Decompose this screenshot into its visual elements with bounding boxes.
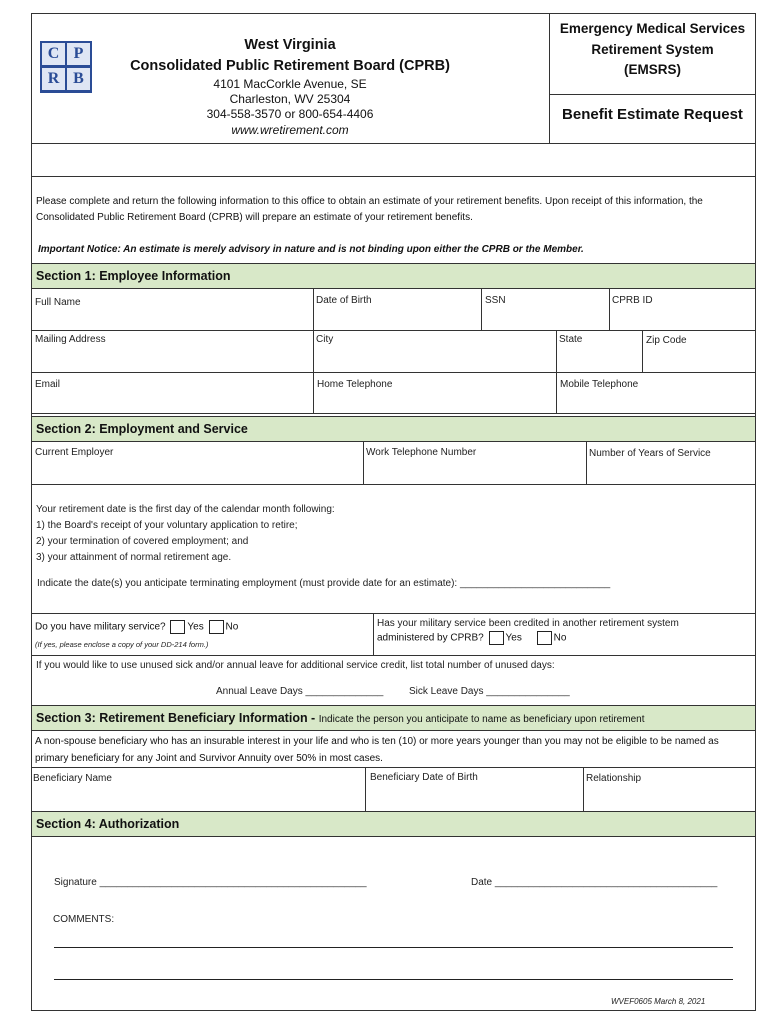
system-name-line2: Retirement System [591, 42, 714, 57]
email-field[interactable]: Email [35, 379, 61, 390]
relationship-field[interactable]: Relationship [586, 773, 642, 784]
system-name-line1: Emergency Medical Services [559, 21, 746, 36]
credited-no-label: No [553, 632, 567, 644]
section2-header: Section 2: Employment and Service [31, 416, 756, 442]
intro-text: Please complete and return the following information to this office to obtain an estimate of your retirement benefits. Upon receipt of this information, the Consolidated Public Retirement Board (CPRB) will prepare an estimate of your retirement benefits. [36, 196, 703, 223]
form-title: Benefit Estimate Request [562, 106, 743, 123]
zip-field[interactable]: Zip Code [646, 335, 687, 346]
s2-mil-bottom [31, 655, 756, 656]
credited-no-checkbox[interactable] [537, 631, 552, 645]
terminate-date-field[interactable]: Indicate the date(s) you anticipate terminating employment (must provide date for an estimate): ___________________________ [37, 578, 611, 589]
mobile-phone-field[interactable]: Mobile Telephone [560, 379, 639, 390]
ssn-field[interactable]: SSN [485, 295, 506, 306]
logo-letter-r: R [42, 68, 65, 90]
section4-header: Section 4: Authorization [31, 811, 756, 837]
beneficiary-note: A non-spouse beneficiary who has an insurable interest in your life and who is ten (10) or more years younger than you may not be eligible to be named as primary beneficiary for any Joint and Survivor Annuity over 50% in most cases. [35, 736, 719, 764]
city-field[interactable]: City [316, 334, 334, 345]
s1-div-c [609, 289, 610, 330]
signature-field[interactable]: Signature ________________________________________________ [54, 877, 367, 888]
military-no-checkbox[interactable] [209, 620, 224, 634]
credited-question-1: Has your military service been credited in another retirement system [377, 618, 679, 629]
military-question-text: Do you have military service? [35, 621, 166, 633]
credited-question-text: administered by CPRB? [377, 632, 484, 644]
cprb-id-field[interactable]: CPRB ID [612, 295, 653, 306]
org-name: Consolidated Public Retirement Board (CPRB) [130, 58, 450, 74]
state-field[interactable]: State [559, 334, 583, 345]
form-id: WVEF0605 March 8, 2021 [611, 997, 706, 1006]
system-name-line3: (EMSRS) [624, 62, 681, 77]
retire-item-2: 2) your termination of covered employment; and [36, 536, 249, 547]
org-address1: 4101 MacCorkle Avenue, SE [213, 77, 367, 91]
date-field[interactable]: Date ________________________________________ [471, 877, 718, 888]
logo-letter-p: P [67, 43, 90, 65]
sick-leave-field[interactable]: Sick Leave Days _______________ [409, 686, 570, 697]
military-note: (If yes, please enclose a copy of your DD-214 form.) [35, 640, 209, 649]
important-notice: Important Notice: An estimate is merely advisory in nature and is not binding upon either the CPRB or the Member. [38, 244, 584, 255]
blank-band-bottom [31, 176, 756, 177]
unused-leave-text: If you would like to use unused sick and/or annual leave for additional service credit, list total number of unused days: [36, 660, 555, 671]
header-bottom-line [31, 143, 756, 144]
comments-line-2[interactable] [54, 979, 733, 980]
org-address2: Charleston, WV 25304 [229, 92, 351, 106]
s3-row-top [31, 767, 756, 768]
section3-subtitle: Indicate the person you anticipate to name as beneficiary upon retirement [318, 714, 645, 725]
credited-question-2 [377, 631, 566, 645]
section1-header: Section 1: Employee Information [31, 263, 756, 289]
current-employer-field[interactable]: Current Employer [35, 447, 114, 458]
s3-div-a [365, 767, 366, 811]
work-phone-field[interactable]: Work Telephone Number [366, 447, 477, 458]
s2-div-b [586, 442, 587, 484]
s2-mil-top [31, 613, 756, 614]
mailing-address-field[interactable]: Mailing Address [35, 334, 106, 345]
logo-letter-c: C [42, 43, 65, 65]
beneficiary-name-field[interactable]: Beneficiary Name [33, 773, 112, 784]
s1-row2-bottom [31, 372, 756, 373]
org-phone: 304-558-3570 or 800-654-4406 [206, 107, 374, 121]
s1-div-b [481, 289, 482, 330]
s1-div-a [313, 289, 314, 413]
cprb-logo [40, 41, 92, 93]
dob-field[interactable]: Date of Birth [316, 295, 372, 306]
years-service-field[interactable]: Number of Years of Service [589, 448, 711, 459]
retire-item-3: 3) your attainment of normal retirement age. [36, 552, 232, 563]
comments-label: COMMENTS: [53, 914, 115, 925]
military-no-label: No [225, 621, 239, 633]
s1-row1-bottom [31, 330, 756, 331]
header-right-divider [549, 94, 756, 95]
retire-item-1: 1) the Board's receipt of your voluntary application to retire; [36, 520, 298, 531]
s1-row3-bottom [31, 413, 756, 414]
s2-div-a [363, 442, 364, 484]
s3-div-b [583, 767, 584, 811]
full-name-field[interactable]: Full Name [35, 297, 81, 308]
s2-mil-div [373, 613, 374, 655]
s1-div-d [556, 330, 557, 413]
home-phone-field[interactable]: Home Telephone [317, 379, 393, 390]
s1-div-e [642, 330, 643, 372]
credited-yes-checkbox[interactable] [489, 631, 504, 645]
comments-line-1[interactable] [54, 947, 733, 948]
military-question [35, 620, 238, 634]
s2-row1-bottom [31, 484, 756, 485]
military-yes-label: Yes [187, 621, 204, 633]
org-state: West Virginia [244, 37, 336, 53]
section3-header: Section 3: Retirement Beneficiary Information - Indicate the person you anticipate to name as beneficiary upon retirement [31, 705, 756, 731]
military-yes-checkbox[interactable] [170, 620, 185, 634]
org-website[interactable]: www.wretirement.com [231, 123, 349, 137]
beneficiary-dob-field[interactable]: Beneficiary Date of Birth [370, 772, 478, 783]
annual-leave-field[interactable]: Annual Leave Days ______________ [216, 686, 384, 697]
retire-intro: Your retirement date is the first day of the calendar month following: [36, 504, 335, 515]
credited-yes-label: Yes [505, 632, 522, 644]
logo-letter-b: B [67, 68, 90, 90]
